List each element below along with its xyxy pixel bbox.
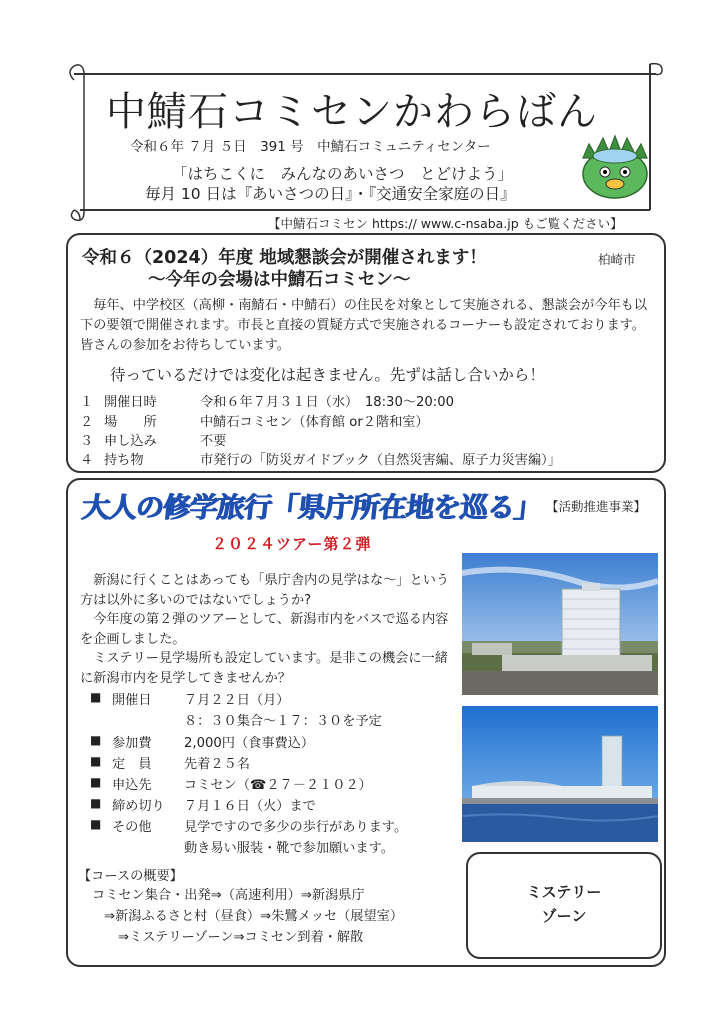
slogan: 「はちこくに みんなのあいさつ とどけよう」 <box>172 165 514 183</box>
detail-label: 開催日 <box>112 693 152 708</box>
bullet-square-icon: ■ <box>90 690 102 704</box>
item-number: ２ <box>80 415 94 430</box>
issue-line: 令和６年 ７月 ５日 391 号 中鯖石コミュニティセンター <box>130 139 491 155</box>
item-number: ４ <box>80 453 94 468</box>
item-value: 令和６年７月３１日（水） 18:30～20:00 <box>200 395 455 410</box>
detail-value: ７月２２日（月） <box>184 693 290 708</box>
detail-value: 動き易い服装・靴で参加願います。 <box>184 841 394 856</box>
detail-value: コミセン（☎２７－２１０２） <box>184 778 372 793</box>
tour-paragraph: 新潟に行くことはあっても「県庁舎内の見学はな～」という方は以外に多いのではないでしょうか? <box>80 573 450 608</box>
meeting-callout: 待っているだけでは変化は起きません。先ずは話し合いから！ <box>110 366 545 384</box>
detail-value: ７月１６日（火）まで <box>184 799 316 814</box>
activity-tag: 【活動推進事業】 <box>546 499 647 514</box>
detail-label: 参加費 <box>112 736 152 751</box>
item-value: 中鯖石コミセン（体育館 or２階和室） <box>200 415 429 430</box>
website-notice: 【中鯖石コミセン https:// www.c-nsaba.jp もご覧ください】 <box>268 216 623 231</box>
item-label: 申し込み <box>104 434 157 449</box>
item-value: 市発行の「防災ガイドブック（自然災害編、原子力災害編）」 <box>200 453 561 468</box>
item-label: 開催日時 <box>104 395 157 410</box>
city-label: 柏崎市 <box>598 252 636 267</box>
mascot-kappa-icon <box>575 130 655 204</box>
mystery-line: ゾーン <box>541 907 587 925</box>
detail-value: 先着２５名 <box>184 757 250 772</box>
detail-label: 申込先 <box>112 778 152 793</box>
detail-label: 定 員 <box>112 757 152 772</box>
course-line: ⇒新潟ふるさと村（昼食）⇒朱鷺メッセ（展望室） <box>104 909 404 924</box>
detail-value: ８：３０集合～１７：３０を予定 <box>184 714 382 729</box>
newsletter-title: 中鯖石コミセンかわらばん <box>106 89 598 135</box>
detail-label: その他 <box>112 820 152 835</box>
tour-subtitle: ２０２４ツアー第２弾 <box>212 535 372 553</box>
mystery-line: ミステリー <box>526 883 602 901</box>
course-line: ⇒ミステリーゾーン⇒コミセン到着・解散 <box>118 930 364 945</box>
bullet-square-icon: ■ <box>90 817 102 831</box>
detail-label: 締め切り <box>112 799 165 814</box>
course-line: コミセン集合・出発⇒（高速利用）⇒新潟県庁 <box>92 888 365 903</box>
toki-messe-photo <box>462 706 658 842</box>
tour-paragraph: ミステリー見学場所も設定しています。是非この機会に一緒に新潟市内を見学してきませんか？ <box>80 651 448 686</box>
item-label: 持ち物 <box>104 453 144 468</box>
meeting-subheading: ～今年の会場は中鯖石コミセン～ <box>148 270 411 290</box>
bullet-square-icon: ■ <box>90 733 102 747</box>
meeting-body: 毎年、中学校区（高柳・南鯖石・中鯖石）の住民を対象として実施される、懇談会が今年も以下の要領で開催されます。市長と直接の質疑方式で実施されるコーナーも設定されております。皆さんの参加をお待ちしています。 <box>80 298 648 353</box>
detail-value: 見学ですので多少の歩行があります。 <box>184 820 408 835</box>
greeting-day-line: 毎月 10 日は『あいさつの日』・『交通安全家庭の日』 <box>145 185 516 203</box>
item-number: １ <box>80 395 94 410</box>
item-value: 不要 <box>200 434 227 449</box>
detail-value: 2,000円（食事費込） <box>184 736 315 751</box>
tour-title: 大人の修学旅行「県庁所在地を巡る」 <box>80 491 543 524</box>
bullet-square-icon: ■ <box>90 796 102 810</box>
bullet-square-icon: ■ <box>90 754 102 768</box>
item-number: ３ <box>80 434 94 449</box>
prefectural-office-photo <box>462 553 658 695</box>
meeting-heading: 令和６（2024）年度 地域懇談会が開催されます！ <box>82 248 487 268</box>
tour-description <box>80 571 452 688</box>
tour-paragraph: 今年度の第２弾のツアーとして、新潟市内をバスで巡る内容を企画しました。 <box>80 612 449 647</box>
mystery-zone-label <box>466 880 662 928</box>
item-label: 場 所 <box>104 415 157 430</box>
course-heading: 【コースの概要】 <box>78 869 183 884</box>
bullet-square-icon: ■ <box>90 775 102 789</box>
